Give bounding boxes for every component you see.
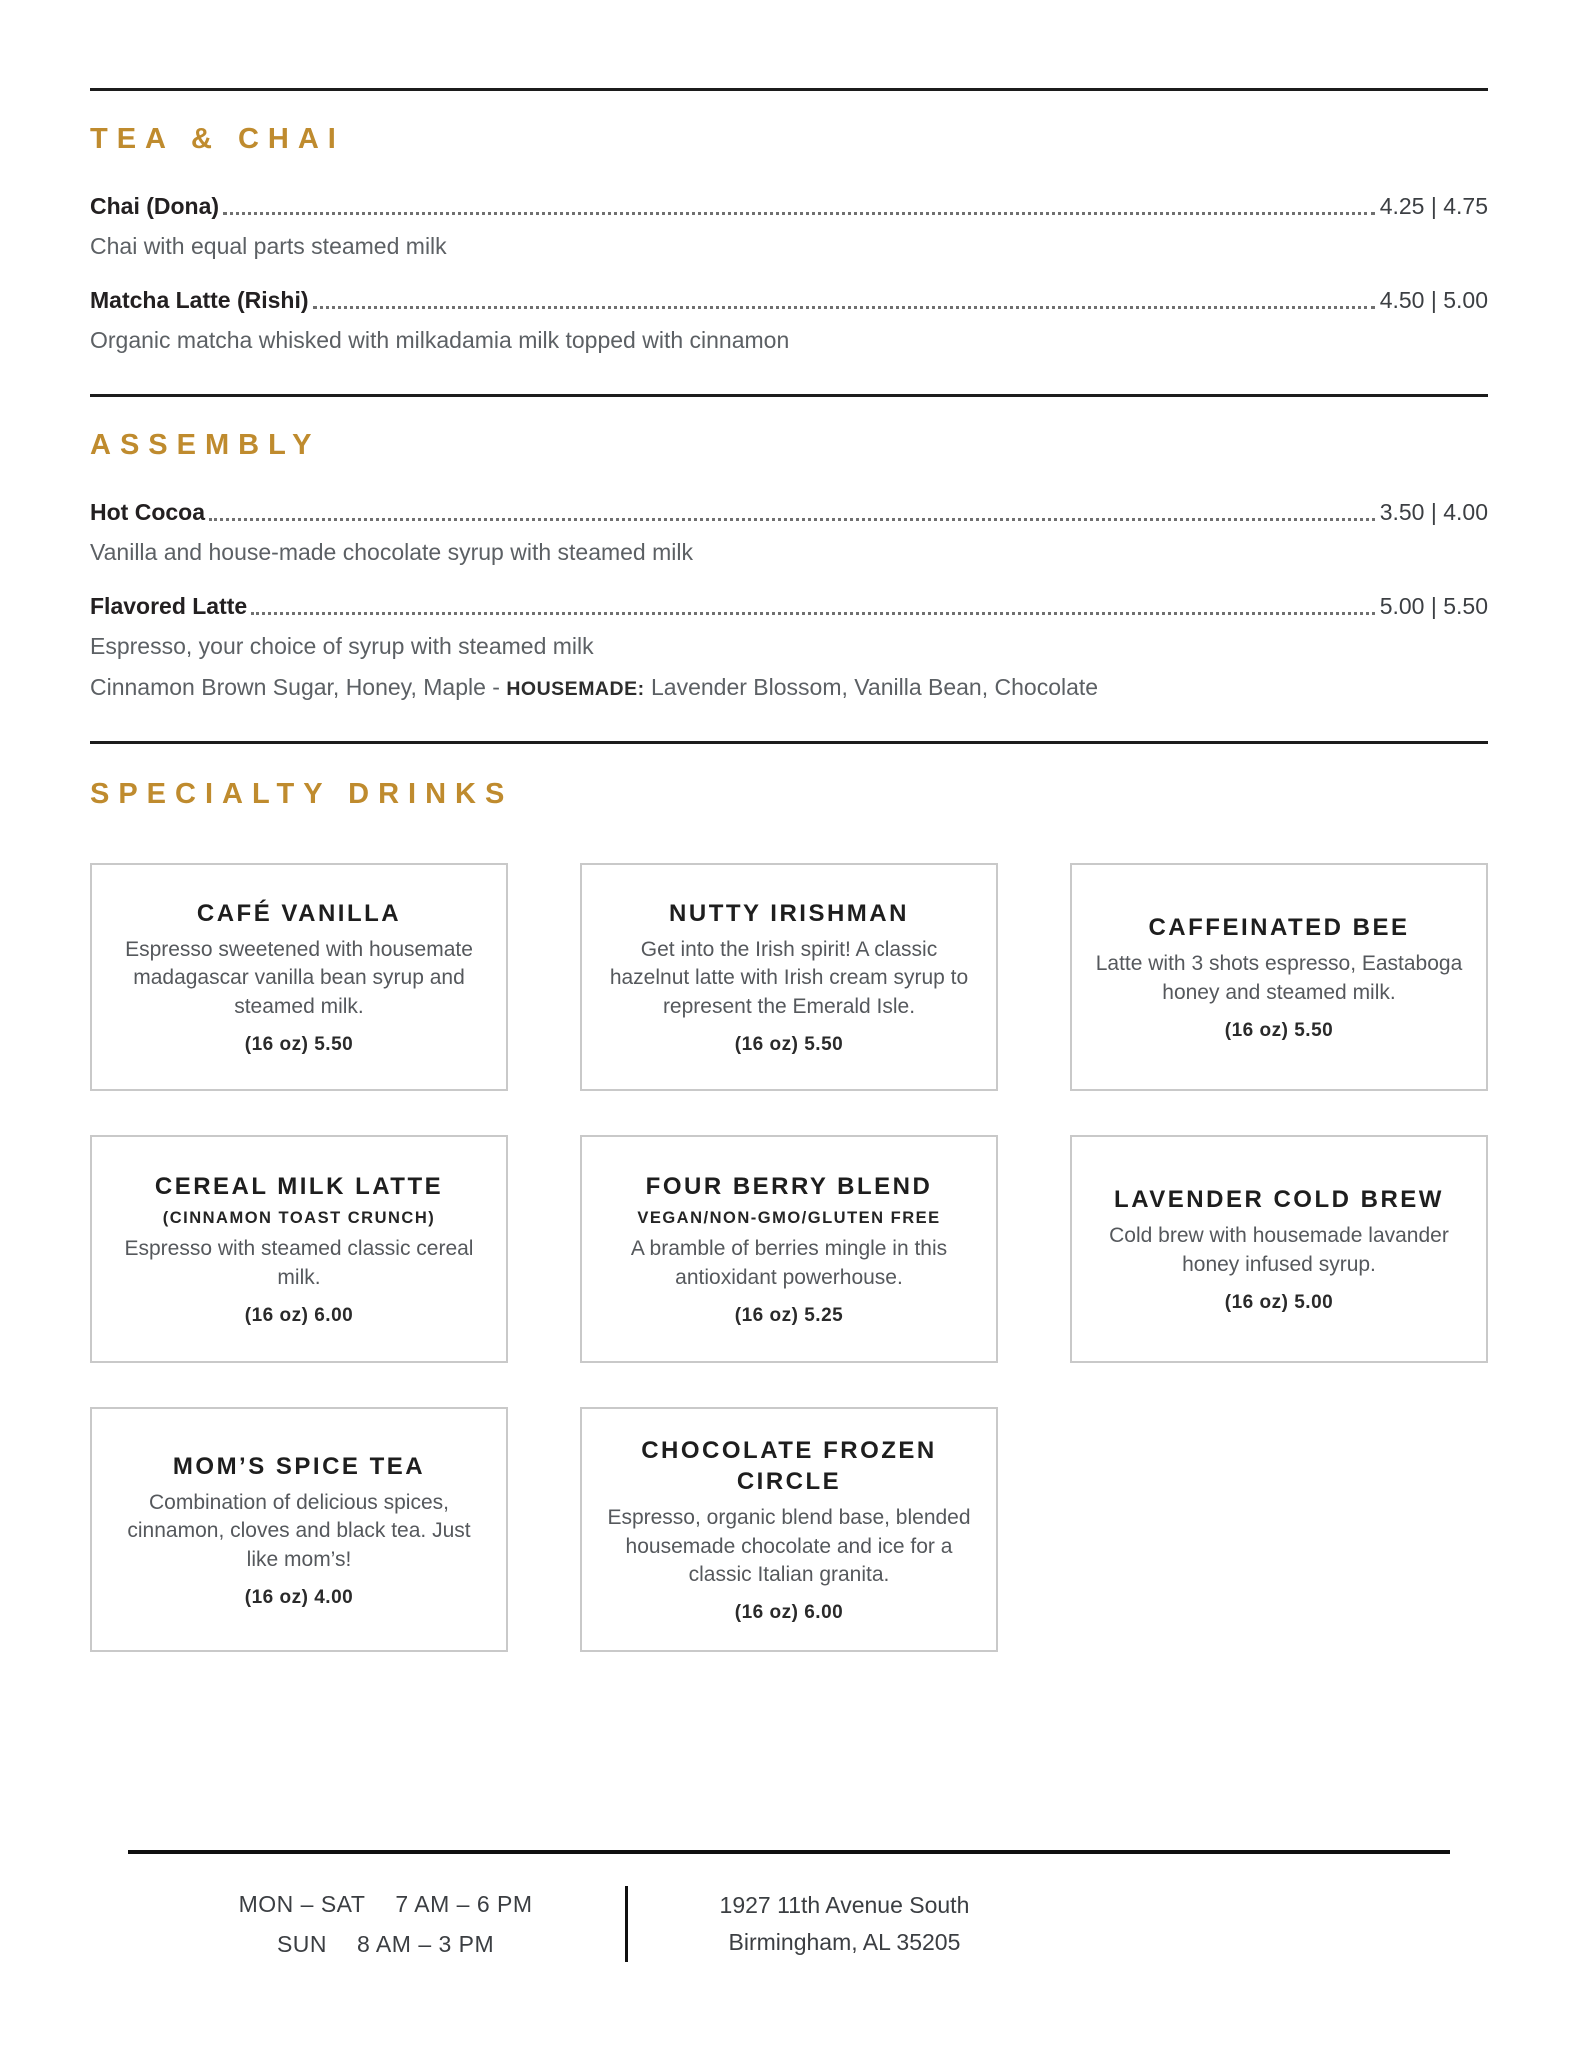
hours-line-weekdays xyxy=(239,1884,533,1924)
item-name: Chai (Dona) xyxy=(90,193,220,219)
card-nutty-irishman xyxy=(580,863,998,1091)
item-price: 3.50 | 4.00 xyxy=(1379,498,1488,525)
address-line-1: 1927 11th Avenue South xyxy=(719,1891,970,1918)
hours-days: MON – SAT xyxy=(238,1890,366,1917)
card-title: CAFFEINATED BEE xyxy=(1148,914,1410,942)
item-name: Hot Cocoa xyxy=(90,498,205,525)
card-title: LAVENDER COLD BREW xyxy=(1114,1186,1444,1214)
dotted-leader xyxy=(223,212,1375,215)
section-title-tea-chai: TEA & CHAI xyxy=(90,123,345,155)
section-assembly xyxy=(90,397,1488,741)
card-subtitle: VEGAN/NON-GMO/GLUTEN FREE xyxy=(637,1209,941,1228)
section-specialty-drinks xyxy=(90,744,1488,1652)
card-price: (16 oz) 5.25 xyxy=(734,1304,844,1326)
item-price: 4.50 | 5.00 xyxy=(1379,286,1488,313)
card-title: CHOCOLATE FROZEN CIRCLE xyxy=(641,1437,937,1496)
item-description: Vanilla and house-made chocolate syrup with steamed milk xyxy=(90,538,693,565)
section-title-assembly: ASSEMBLY xyxy=(90,428,321,461)
hours-time: 7 AM – 6 PM xyxy=(395,1890,533,1917)
item-price: 5.00 | 5.50 xyxy=(1379,592,1488,619)
card-price: (16 oz) 5.50 xyxy=(1224,1019,1334,1041)
item-line xyxy=(90,592,1488,621)
card-title: FOUR BERRY BLEND xyxy=(645,1173,933,1201)
menu-item-matcha-latte xyxy=(90,286,1488,356)
item-description: Organic matcha whisked with milkadamia milk topped with cinnamon xyxy=(90,326,790,353)
item-description: Espresso, your choice of syrup with steamed milk xyxy=(90,632,594,659)
menu-item-chai xyxy=(90,192,1488,262)
menu-item-flavored-latte xyxy=(90,592,1488,703)
card-price: (16 oz) 5.50 xyxy=(244,1034,354,1056)
item-name: Flavored Latte xyxy=(90,592,248,619)
flavor-list-text: Cinnamon Brown Sugar, Honey, Maple - xyxy=(90,673,507,700)
card-caffeinated-bee xyxy=(1070,863,1488,1091)
card-moms-spice-tea xyxy=(90,1407,508,1652)
dotted-leader xyxy=(251,612,1374,615)
card-price: (16 oz) 4.00 xyxy=(244,1586,354,1608)
item-line xyxy=(90,498,1488,527)
item-line xyxy=(90,192,1488,221)
card-description: Combination of delicious spices, cinnamon, cloves and black tea. Just like mom’s! xyxy=(127,1490,471,1571)
footer-content xyxy=(90,1854,1488,1965)
item-price: 4.25 | 4.75 xyxy=(1379,193,1488,219)
card-lavender-cold-brew xyxy=(1070,1135,1488,1363)
card-description: Espresso, organic blend base, blended housemade chocolate and ice for a classic Italian granita. xyxy=(607,1506,971,1587)
item-name: Matcha Latte (Rishi) xyxy=(90,286,309,313)
card-description: A bramble of berries mingle in this antioxidant powerhouse. xyxy=(630,1237,948,1289)
card-price: (16 oz) 6.00 xyxy=(734,1602,844,1624)
dotted-leader xyxy=(209,518,1375,521)
card-title: CAFÉ VANILLA xyxy=(196,899,402,927)
card-price: (16 oz) 6.00 xyxy=(244,1304,354,1326)
card-description: Espresso sweetened with housemate madagascar vanilla bean syrup and steamed milk. xyxy=(125,938,473,1018)
specialty-cards-grid xyxy=(90,863,1488,1652)
menu-item-hot-cocoa xyxy=(90,498,1488,568)
card-chocolate-frozen-circle xyxy=(580,1407,998,1652)
card-description: Cold brew with housemade lavander honey infused syrup. xyxy=(1109,1224,1449,1276)
section-tea-chai xyxy=(90,91,1488,394)
hours-time: 8 AM – 3 PM xyxy=(357,1930,495,1957)
card-subtitle: (CINNAMON TOAST CRUNCH) xyxy=(162,1209,436,1228)
card-cafe-vanilla xyxy=(90,863,508,1091)
hours-days: SUN xyxy=(276,1930,328,1957)
card-title: CEREAL MILK LATTE xyxy=(154,1173,444,1201)
item-line xyxy=(90,286,1488,315)
housemade-label: HOUSEMADE: xyxy=(506,677,645,700)
card-price: (16 oz) 5.00 xyxy=(1224,1291,1334,1313)
card-four-berry-blend xyxy=(580,1135,998,1363)
footer-divider xyxy=(625,1886,628,1962)
section-title-specialty-drinks: SPECIALTY DRINKS xyxy=(90,778,514,811)
item-flavor-list xyxy=(90,671,1488,703)
item-description: Chai with equal parts steamed milk xyxy=(90,232,447,259)
card-description: Espresso with steamed classic cereal milk. xyxy=(124,1237,474,1289)
card-title: MOM’S SPICE TEA xyxy=(172,1452,426,1480)
dotted-leader xyxy=(313,306,1375,309)
address-line-2: Birmingham, AL 35205 xyxy=(728,1928,961,1955)
card-title: NUTTY IRISHMAN xyxy=(669,899,909,927)
card-cereal-milk-latte xyxy=(90,1135,508,1363)
card-description: Get into the Irish spirit! A classic hazelnut latte with Irish cream syrup to represent the Emerald Isle. xyxy=(609,938,969,1018)
card-description: Latte with 3 shots espresso, Eastaboga honey and steamed milk. xyxy=(1095,952,1463,1004)
hours-block xyxy=(239,1884,533,1965)
flavor-list-text-2: Lavender Blossom, Vanilla Bean, Chocolate xyxy=(644,673,1099,700)
footer xyxy=(90,1850,1488,2048)
card-price: (16 oz) 5.50 xyxy=(734,1034,844,1056)
hours-line-sunday xyxy=(239,1924,533,1964)
address-block xyxy=(720,1887,970,1961)
